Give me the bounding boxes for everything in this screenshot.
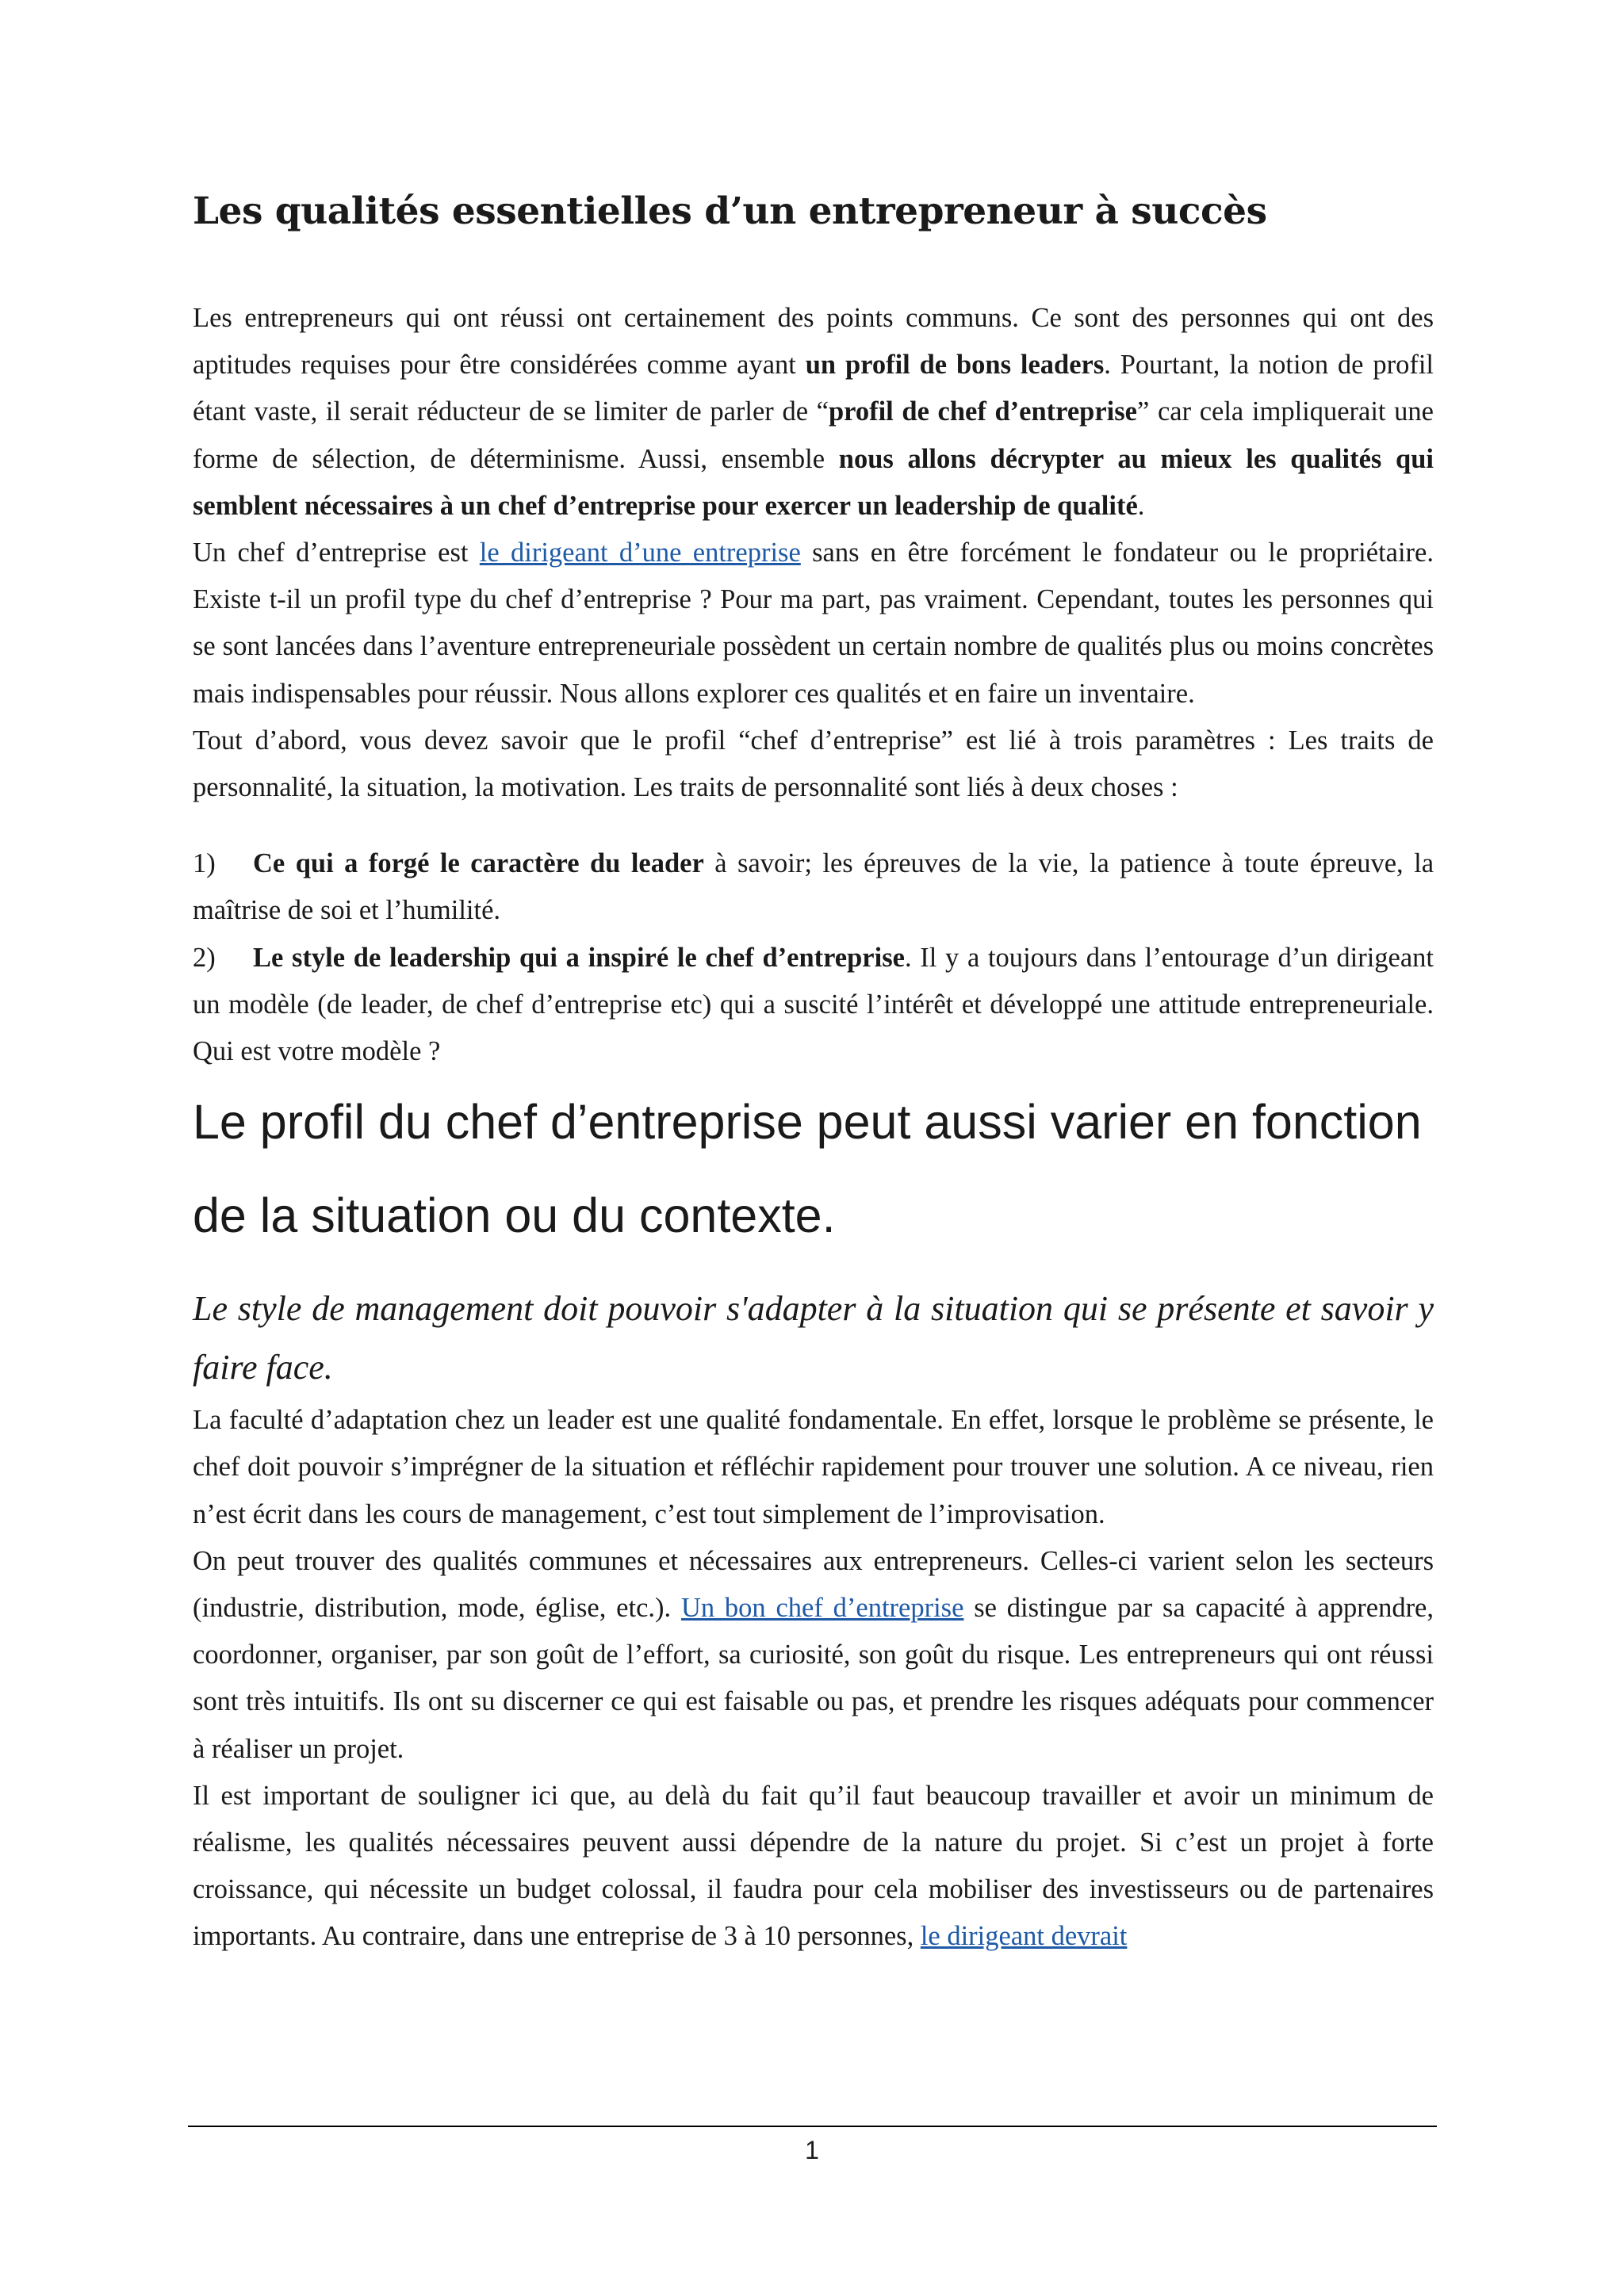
intro-text-2: . Pourtant, la notion de profil étant vaste, il serait réducteur de se limiter de parler de “	[193, 350, 1434, 427]
page-number: 1	[805, 2136, 819, 2164]
paragraph-spacer	[193, 811, 1434, 840]
document-body	[193, 295, 1434, 1961]
qualities-text-2: se distingue par sa capacité à apprendre, coordonner, organiser, par son goût de l’effort, sa curiosité, son goût du risque. Les entrepreneurs qui ont réussi sont très intuitifs. Ils ont su discerner ce qui est faisable ou pas, et prendre les risques adéquats pour commencer à réaliser un projet.	[193, 1593, 1434, 1764]
list-item	[193, 840, 1434, 934]
document-page	[193, 0, 1434, 2296]
paragraph-definition	[193, 530, 1434, 718]
intro-bold-2: profil de chef d’entreprise	[828, 396, 1137, 427]
intro-text-4: .	[1137, 490, 1145, 521]
list-item-bold: Ce qui a forgé le caractère du leader	[253, 848, 704, 879]
intro-text-1: Les entrepreneurs qui ont réussi ont certainement des points communs. Ce sont des personnes qui ont des aptitudes requises pour être considérées comme ayant	[193, 303, 1434, 381]
intro-text-3: ” car cela impliquerait une forme de sélection, de déterminisme. Aussi, ensemble	[193, 396, 1434, 474]
list-number: 1)	[193, 848, 216, 879]
project-text-1: Il est important de souligner ici que, au delà du fait qu’il faut beaucoup travailler et avoir un minimum de réalisme, les qualités nécessaires peuvent aussi dépendre de la nature du projet. Si c’est un projet à forte croissance, qui nécessite un budget colossal, il faudra pour cela mobiliser des investisseurs ou de partenaires importants. Au contraire, dans une entreprise de 3 à 10 personnes,	[193, 1780, 1434, 1952]
link-bon-chef-entreprise[interactable]: Un bon chef d’entreprise	[680, 1593, 964, 1624]
paragraph-adaptation: La faculté d’adaptation chez un leader est une qualité fondamentale. En effet, lorsque le problème se présente, le chef doit pouvoir s’imprégner de la situation et réfléchir rapidement pour trouver une solution. A ce niveau, rien n’est écrit dans les cours de management, c’est tout simplement de l’improvisation.	[193, 1405, 1434, 1529]
section-heading: Le profil du chef d’entreprise peut aussi varier en fonction de la situation ou du contexte.	[193, 1095, 1422, 1243]
qualities-text-1: On peut trouver des qualités communes et nécessaires aux entrepreneurs. Celles-ci varient selon les secteurs (industrie, distribution, mode, église, etc.).	[193, 1545, 1434, 1624]
paragraph-parameters: Tout d’abord, vous devez savoir que le profil “chef d’entreprise” est lié à trois paramètres : Les traits de personnalité, la situation, la motivation. Les traits de personnalité sont liés à deux choses :	[193, 725, 1434, 803]
subsection-heading: Le style de management doit pouvoir s'adapter à la situation qui se présente et savoir y faire face.	[193, 1289, 1434, 1387]
page-title: Les qualités essentielles d’un entrepreneur à succès	[193, 189, 1267, 233]
definition-text-2: sans en être forcément le fondateur ou le propriétaire. Existe t-il un profil type du chef d’entreprise ? Pour ma part, pas vraiment. Cependant, toutes les personnes qui se sont lancées dans l’aventure entrepreneuriale possèdent un certain nombre de qualités plus ou moins concrètes mais indispensables pour réussir. Nous allons explorer ces qualités et en faire un inventaire.	[193, 538, 1434, 709]
list-item-text: à savoir; les épreuves de la vie, la patience à toute épreuve, la maîtrise de soi et l’humilité.	[193, 848, 1434, 926]
link-dirigeant-devrait[interactable]: le dirigeant devrait	[920, 1921, 1128, 1952]
definition-text-1: Un chef d’entreprise est	[193, 538, 480, 568]
list-item-bold: Le style de leadership qui a inspiré le chef d’entreprise	[253, 942, 905, 973]
intro-bold-3: nous allons décrypter au mieux les qualités qui semblent nécessaires à un chef d’entreprise pour exercer un leadership de qualité	[193, 443, 1434, 521]
intro-bold-1: un profil de bons leaders	[805, 350, 1105, 381]
link-dirigeant-entreprise[interactable]: le dirigeant d’une entreprise	[479, 538, 801, 568]
paragraph-project-nature	[193, 1773, 1434, 1961]
list-item	[193, 935, 1434, 1076]
list-number: 2)	[193, 942, 216, 973]
list-item-text: . Il y a toujours dans l’entourage d’un dirigeant un modèle (de leader, de chef d’entreprise etc) qui a suscité l’intérêt et développé une attitude entrepreneuriale. Qui est votre modèle ?	[193, 942, 1434, 1067]
intro-paragraph	[193, 295, 1434, 530]
paragraph-qualities	[193, 1538, 1434, 1773]
footer-divider	[188, 2126, 1437, 2127]
